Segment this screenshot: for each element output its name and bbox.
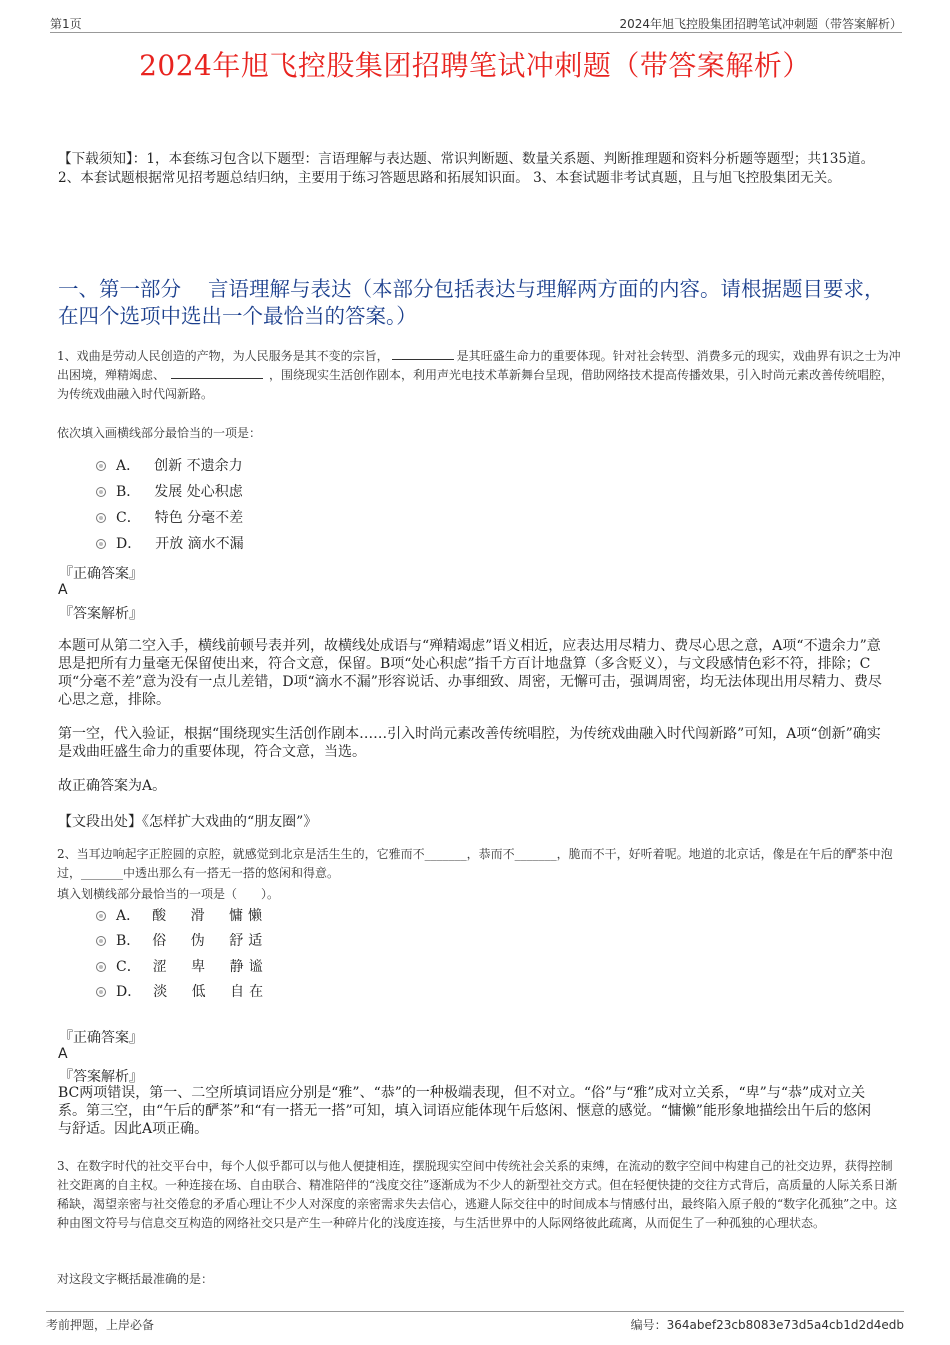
footer-slogan: 考前押题，上岸必备 (46, 1318, 155, 1332)
question-1-options (96, 452, 244, 556)
analysis-conclusion: 故正确答案为A。 (58, 778, 167, 794)
option-d[interactable]: D． 开放 滴水不漏 (96, 530, 244, 556)
blank-2 (171, 366, 263, 379)
header-doc-title: 2024年旭飞控股集团招聘笔试冲刺题（带答案解析） (619, 17, 902, 31)
question-2-options (96, 902, 268, 1004)
option-c[interactable]: C． 涩 卑 静谧 (96, 953, 268, 979)
radio-icon[interactable] (96, 911, 106, 921)
document-serial: 编号：364abef23cb8083e73d5a4cb1d2d4edb (630, 1318, 904, 1332)
section-title: 一、第一部分 言语理解与表达（本部分包括表达与理解两方面的内容。请根据题目要求，在四个选项中选出一个最恰当的答案。） (58, 277, 885, 328)
radio-icon[interactable] (96, 513, 106, 523)
blank-1 (392, 347, 454, 360)
option-c[interactable]: C． 特色 分毫不差 (96, 504, 244, 530)
question-1-text: 1、戏曲是劳动人民创造的产物，为人民服务是其不变的宗旨， 是其旺盛生命力的重要体现。针对社会转型、消费多元的现实，戏曲界有识之士为冲出困境，殚精竭虑、 ，围绕现实生活创作剧本，利用声光电技术革新舞台呈现，借助网络技术提高传播效果，引入时尚元素改善传统唱腔，为传统戏曲融入时代闯新路。 (57, 349, 901, 401)
answer-value: A (58, 582, 68, 598)
analysis-label: 『答案解析』 (59, 1069, 143, 1085)
option-b[interactable]: B． 俗 伪 舒适 (96, 928, 268, 954)
question-3-text: 3、在数字时代的社交平台中，每个人似乎都可以与他人便捷相连，摆脱现实空间中传统社会关系的束缚，在流动的数字空间中构建自己的社交边界，获得控制社交距离的自主权。一种连接在场、自由联合、精准陪伴的“浅度交往”逐渐成为不少人的新型社交方式。但在轻便快捷的交往方式背后，高质量的人际关系日渐稀缺，渴望亲密与社交倦怠的矛盾心理让不少人对深度的亲密需求失去信心，逃避人际交往中的时间成本与情感付出，最终陷入原子般的“数字化孤独”之中。这种由图文符号与信息交互构造的网络社交只是产生一种碎片化的浅度连接，与生活世界中的人际网络彼此疏离，从而促生了一种孤独的心理状态。 (57, 1159, 898, 1230)
document-title: 2024年旭飞控股集团招聘笔试冲刺题（带答案解析） (139, 49, 811, 82)
radio-icon[interactable] (96, 487, 106, 497)
page-number: 第1页 (50, 17, 82, 31)
radio-icon[interactable] (96, 936, 106, 946)
answer-label: 『正确答案』 (59, 566, 143, 582)
radio-icon[interactable] (96, 987, 106, 997)
analysis-paragraph: BC两项错误，第一、二空所填词语应分别是“雅”、“恭”的一种极端表现，但不对立。“俗”与“雅”成对立关系，“卑”与“恭”成对立关系。第三空，由“午后的酽茶”和“有一搭无一搭”可知，填入词语应能体现午后悠闲、惬意的感觉。“慵懒”能形象地描绘出午后的悠闲与舒适。因此A项正确。 (58, 1085, 871, 1137)
radio-icon[interactable] (96, 962, 106, 972)
analysis-paragraph: 第一空，代入验证，根据“围绕现实生活创作剧本……引入时尚元素改善传统唱腔，为传统戏曲融入时代闯新路”可知，A项“创新”确实是戏曲旺盛生命力的重要体现，符合文意，当选。 (58, 726, 881, 760)
radio-icon[interactable] (96, 461, 106, 471)
answer-value: A (58, 1046, 68, 1062)
question-2-text: 2、当耳边响起字正腔圆的京腔，就感觉到北京是活生生的，它雅而不_______，恭而不_______，脆而不干，好听着呢。地道的北京话，像是在午后的酽茶中泡过，_______中透出那么有一搭无一搭的悠闲和得意。 (57, 847, 893, 880)
option-b[interactable]: B． 发展 处心积虑 (96, 478, 244, 504)
option-a[interactable]: A． 创新 不遗余力 (96, 452, 244, 478)
analysis-paragraph: 本题可从第二空入手，横线前顿号表并列，故横线处成语与“殚精竭虑”语义相近，应表达用尽精力、费尽心思之意，A项“不遗余力”意思是把所有力量毫无保留使出来，符合文意，保留。B项“处心积虑”指千方百计地盘算（多含贬义），与文段感情色彩不符，排除；C项“分毫不差”意为没有一点儿差错，D项“滴水不漏”形容说话、办事细致、周密，无懈可击，强调周密，均无法体现出用尽精力、费尽心思之意，排除。 (58, 638, 882, 708)
download-notice: 【下载须知】：1，本套练习包含以下题型：言语理解与表达题、常识判断题、数量关系题、判断推理题和资料分析题等题型；共135道。 2、本套试题根据常见招考题总结归纳，主要用于练习答题思路和拓展知识面。 3、本套试题非考试真题，且与旭飞控股集团无关。 (58, 151, 875, 186)
radio-icon[interactable] (96, 539, 106, 549)
page-header (50, 14, 902, 33)
passage-source: 【文段出处】《怎样扩大戏曲的“朋友圈”》 (58, 814, 318, 830)
analysis-label: 『答案解析』 (59, 606, 143, 622)
answer-label: 『正确答案』 (59, 1030, 143, 1046)
option-d[interactable]: D． 淡 低 自在 (96, 979, 268, 1005)
question-2-instruction: 填入划横线部分最恰当的一项是（ ）。 (57, 887, 280, 901)
option-a[interactable]: A． 酸 滑 慵懒 (96, 902, 268, 928)
question-1-instruction: 依次填入画横线部分最恰当的一项是： (57, 426, 262, 440)
question-3-instruction: 对这段文字概括最准确的是： (57, 1272, 214, 1286)
page-footer (46, 1311, 904, 1334)
